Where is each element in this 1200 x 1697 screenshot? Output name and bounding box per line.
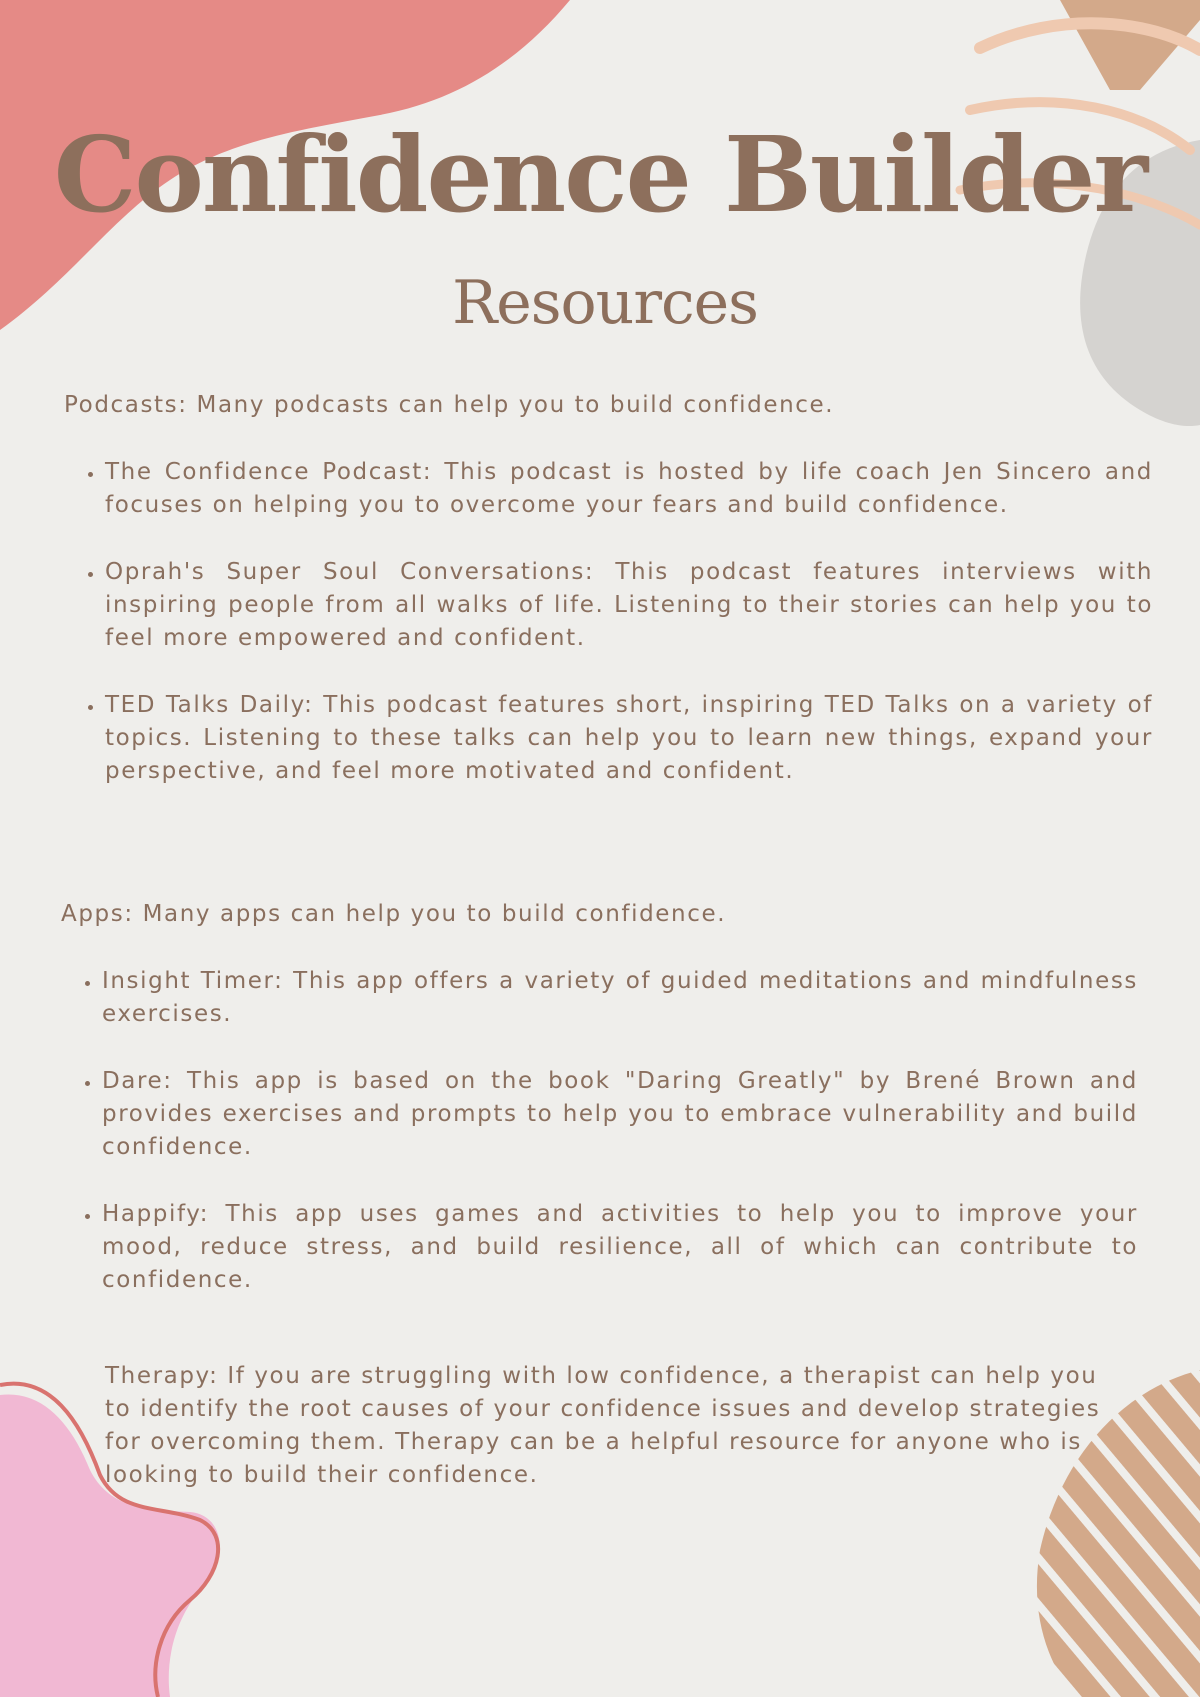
list-item: • Dare: This app is based on the book "Daring Greatly" by Brené Brown and provides exercises and prompts to help you to embrace vulnerability and build confidence. (102, 1065, 1138, 1164)
apps-heading: Apps: Many apps can help you to build confidence. (61, 901, 727, 927)
podcasts-list (65, 456, 1153, 822)
list-item: • Insight Timer: This app offers a variety of guided meditations and mindfulness exercises. (102, 965, 1138, 1031)
page-subtitle: Resources (452, 268, 758, 338)
apps-list (62, 965, 1138, 1331)
list-item: • The Confidence Podcast: This podcast is hosted by life coach Jen Sincero and focuses on helping you to overcome your fears and build confidence. (105, 456, 1153, 522)
page-title: Confidence Builder (53, 113, 1147, 236)
list-item: • Happify: This app uses games and activities to help you to improve your mood, reduce stress, and build resilience, all of which can contribute to confidence. (102, 1198, 1138, 1297)
list-item: • Oprah's Super Soul Conversations: This podcast features interviews with inspiring people from all walks of life. Listening to their stories can help you to feel more empowered and confident. (105, 556, 1153, 655)
therapy-paragraph: Therapy: If you are struggling with low confidence, a therapist can help you to identify the root causes of your confidence issues and develop strategies for overcoming them. Therapy can be a helpful resource for anyone who is looking to build their confidence. (105, 1363, 1101, 1488)
list-item: • TED Talks Daily: This podcast features short, inspiring TED Talks on a variety of topics. Listening to these talks can help you to learn new things, expand your perspective, and feel more motivated and confident. (105, 689, 1153, 788)
podcasts-heading: Podcasts: Many podcasts can help you to build confidence. (64, 392, 835, 418)
